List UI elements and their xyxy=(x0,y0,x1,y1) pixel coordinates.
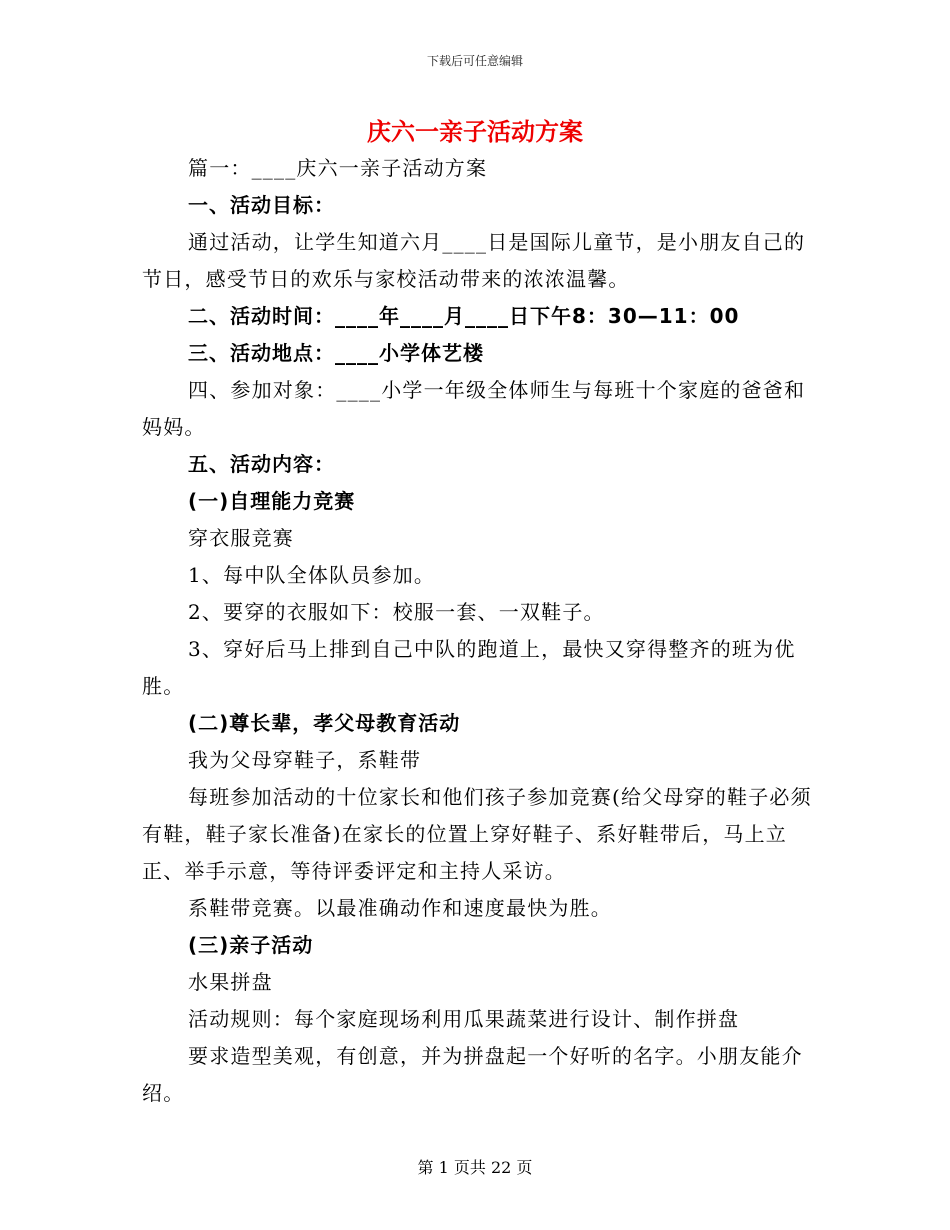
paragraph-fruit: 水果拼盘 xyxy=(188,970,273,994)
paragraph-shoelace: 系鞋带竞赛。以最准确动作和速度最快为胜。 xyxy=(188,896,612,920)
page-header-note: 下载后可任意编辑 xyxy=(426,54,523,68)
heading-time: 二、活动时间：____年____月____日下午8：30—11：00 xyxy=(188,304,740,328)
paragraph-rules: 活动规则：每个家庭现场利用瓜果蔬菜进行设计、制作拼盘 xyxy=(188,1007,740,1031)
heading-respect-elders: (二)尊长辈，孝父母教育活动 xyxy=(188,711,461,735)
paragraph-competition: 每班参加活动的十位家长和他们孩子参加竞赛(给父母穿的鞋子必须有鞋，鞋子家长准备)在家长的位置上穿好鞋子、系好鞋带后，马上立正、举手示意，等待评委评定和主持人采访。 xyxy=(142,785,812,883)
paragraph-shoes: 我为父母穿鞋子，系鞋带 xyxy=(188,748,422,772)
paragraph-participants: 四、参加对象：____小学一年级全体师生与每班十个家庭的爸爸和妈妈。 xyxy=(142,378,806,439)
paragraph-goals: 通过活动，让学生知道六月____日是国际儿童节，是小朋友自己的节日，感受节日的欢乐与家校活动带来的浓浓温馨。 xyxy=(142,230,806,291)
heading-parent-child: (三)亲子活动 xyxy=(188,933,314,957)
paragraph-article-label: 篇一：____庆六一亲子活动方案 xyxy=(188,156,488,180)
document-title: 庆六一亲子活动方案 xyxy=(367,118,583,146)
list-item-1: 1、每中队全体队员参加。 xyxy=(188,563,436,587)
list-item-3: 3、穿好后马上排到自己中队的跑道上，最快又穿得整齐的班为优胜。 xyxy=(142,637,796,698)
heading-self-care: (一)自理能力竞赛 xyxy=(188,489,356,513)
document-body xyxy=(142,150,812,1112)
page-footer: 第 1 页共 22 页 xyxy=(417,1158,533,1177)
paragraph-dressing: 穿衣服竞赛 xyxy=(188,526,294,550)
heading-location: 三、活动地点：____小学体艺楼 xyxy=(188,341,484,365)
list-item-2: 2、要穿的衣服如下：校服一套、一双鞋子。 xyxy=(188,600,605,624)
heading-goals: 一、活动目标： xyxy=(188,193,335,217)
heading-content: 五、活动内容： xyxy=(188,452,335,476)
paragraph-requirements: 要求造型美观，有创意，并为拼盘起一个好听的名字。小朋友能介绍。 xyxy=(142,1044,803,1105)
